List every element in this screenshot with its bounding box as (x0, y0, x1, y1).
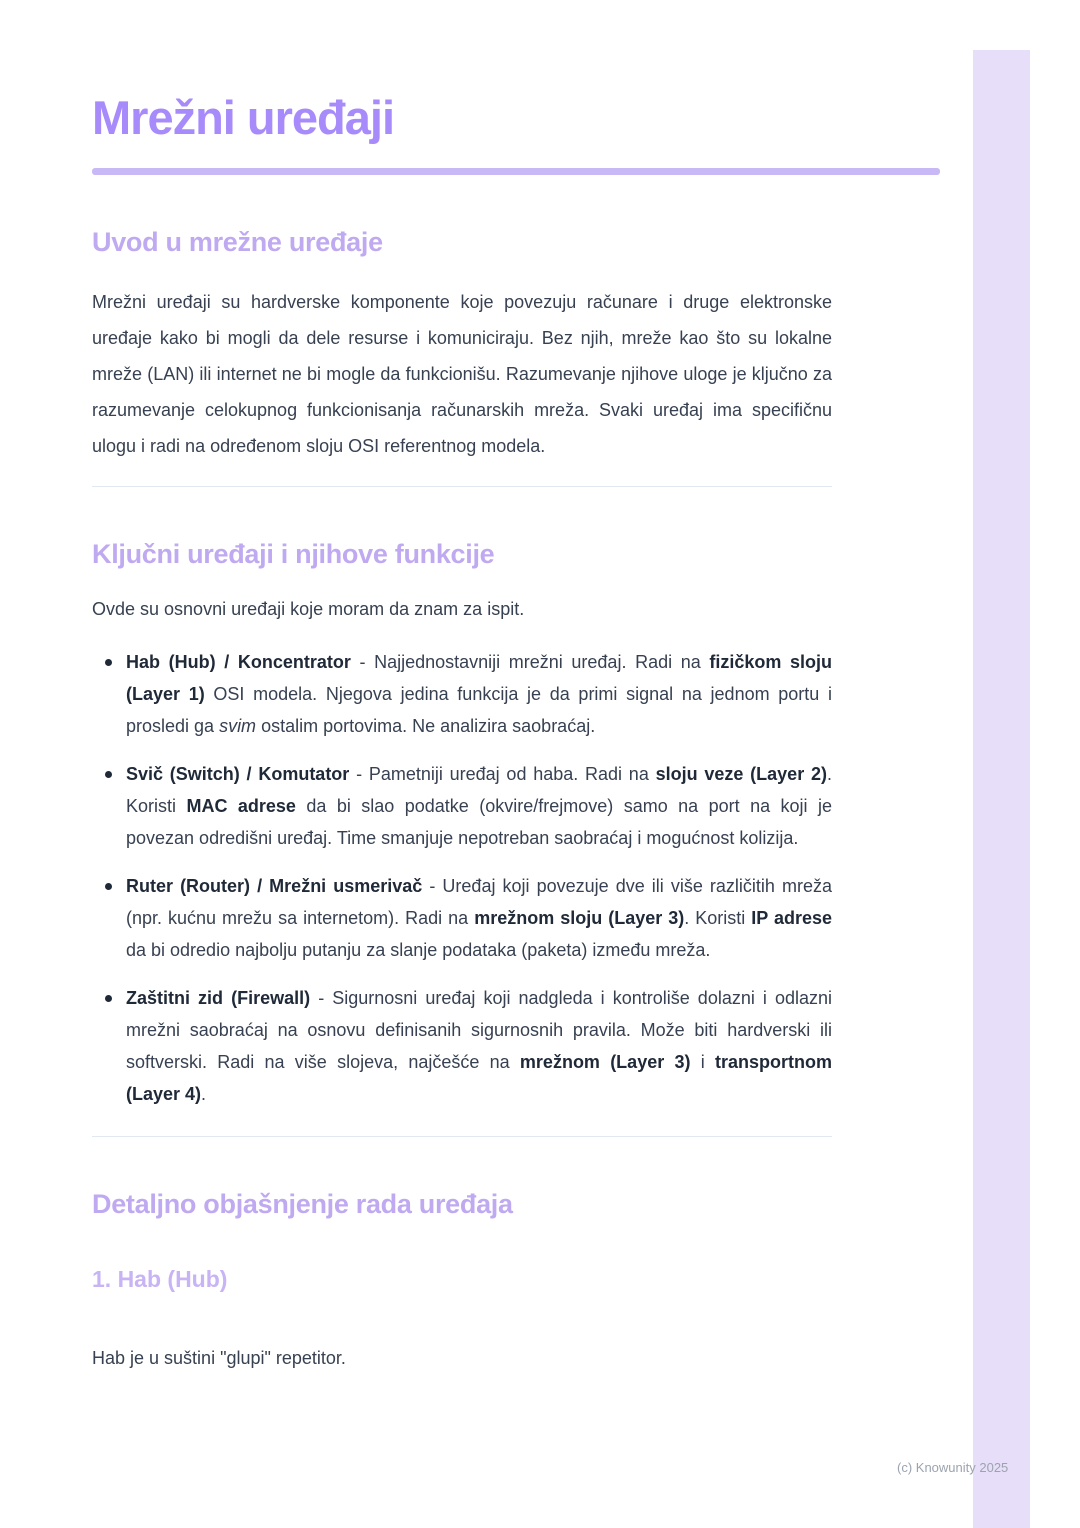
subheading-hub: 1. Hab (Hub) (92, 1265, 228, 1292)
footer-copyright: (c) Knowunity 2025 (897, 1460, 1009, 1475)
hub-paragraph: Hab je u suštini "glupi" repetitor. (92, 1347, 346, 1368)
bullet-icon (105, 883, 112, 890)
list-item (92, 758, 832, 854)
list-item (92, 982, 832, 1110)
list-item (92, 646, 832, 742)
side-accent-strip (973, 50, 1030, 1528)
section-heading-details: Detaljno objašnjenje rada uređaja (92, 1188, 513, 1219)
key-devices-lead: Ovde su osnovni uređaji koje moram da znam za ispit. (92, 598, 525, 619)
list-item (92, 870, 832, 966)
device-list (92, 646, 832, 1110)
list-item-text: Zaštitni zid (Firewall) - Sigurnosni uređaj koji nadgleda i kontroliše dolazni i odlazni mrežni saobraćaj na osnovu definisanih sigurnosnih pravila. Može biti hardverski ili softverski. Radi na više slojeva, najčešće na mrežnom (Layer 3) i transportnom (Layer 4). (126, 987, 833, 1104)
page-title: Mrežni uređaji (92, 91, 395, 144)
section-divider (92, 486, 832, 487)
bullet-icon (105, 659, 112, 666)
list-item-text: Hab (Hub) / Koncentrator - Najjednostavniji mrežni uređaj. Radi na fizičkom sloju (Layer 1) OSI modela. Njegova jedina funkcija je da primi signal na jednom portu i prosledi ga svim ostalim portovima. Ne analizira saobraćaj. (126, 651, 832, 736)
list-item-text: Svič (Switch) / Komutator - Pametniji uređaj od haba. Radi na sloju veze (Layer 2). Koristi MAC adrese da bi slao podatke (okvire/frejmove) samo na port na koji je povezan odredišni uređaj. Time smanjuje nepotreban saobraćaj i mogućnost kolizija. (126, 763, 832, 848)
bullet-icon (105, 771, 112, 778)
bullet-icon (105, 995, 112, 1002)
list-item-text: Ruter (Router) / Mrežni usmerivač - Uređaj koji povezuje dve ili više različitih mreža (npr. kućnu mrežu sa internetom). Radi na mrežnom sloju (Layer 3). Koristi IP adrese da bi odredio najbolju putanju za slanje podataka (paketa) između mreža. (126, 875, 833, 960)
section-divider (92, 1136, 832, 1137)
section-heading-key-devices: Ključni uređaji i njihove funkcije (92, 538, 495, 569)
intro-paragraph: Mrežni uređaji su hardverske komponente koje povezuju računare i druge elektronske uređaje kako bi mogli da dele resurse i komuniciraju. Bez njih, mreže kao što su lokalne mreže (LAN) ili internet ne bi mogle da funkcionišu. Razumevanje njihove uloge je ključno za razumevanje celokupnog funkcionisanja računarskih mreža. Svaki uređaj ima specifičnu ulogu i radi na određenom sloju OSI referentnog modela. (92, 291, 832, 456)
title-underline-rule (92, 168, 940, 175)
section-heading-intro: Uvod u mrežne uređaje (92, 226, 383, 257)
